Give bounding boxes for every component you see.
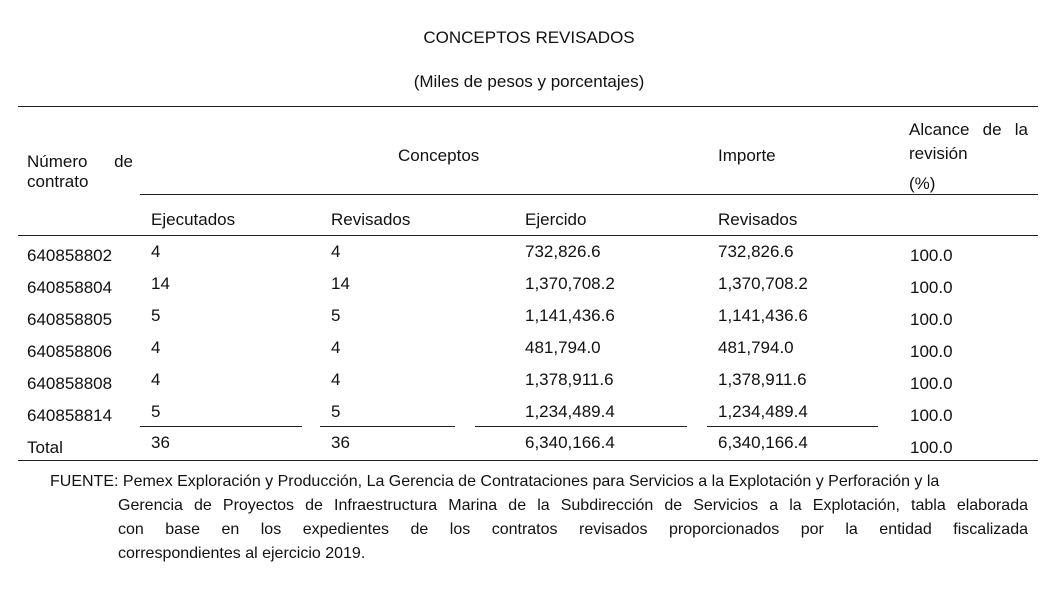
table-row-4-importe: 481,794.0 (718, 338, 794, 357)
header-contrato-word: contrato (27, 172, 89, 191)
fuente-line-3: con base en los expedientes de los contratos revisados proporcionados por la entidad fiscalizada (118, 521, 1028, 538)
subtotal-rule-ejercido (475, 426, 687, 427)
table-row-6-ejecutados: 5 (151, 402, 161, 421)
table-row-1-ejecutados: 4 (151, 242, 161, 261)
total-ejercido: 6,340,166.4 (525, 433, 615, 452)
subtotal-rule-importe (707, 426, 878, 427)
table-row-5-alcance: 100.0 (910, 374, 953, 393)
subtotal-rule-revisados (320, 426, 455, 427)
header-numero-word: Número (27, 152, 88, 171)
fuente-line-2: Gerencia de Proyectos de Infraestructura Marina de la Subdirección de Servicios a la Explotación, tabla elaborada (118, 497, 1028, 514)
total-ejecutados: 36 (151, 433, 170, 452)
header-conceptos: Conceptos (398, 146, 480, 165)
total-alcance: 100.0 (910, 438, 953, 457)
fuente-line-4: correspondientes al ejercicio 2019. (118, 545, 366, 562)
header-alcance-revision: revisión (909, 144, 968, 163)
table-row-6-contrato: 640858814 (27, 406, 113, 425)
table-row-2-alcance: 100.0 (910, 278, 953, 297)
table-row-3-ejecutados: 5 (151, 306, 161, 325)
total-revisados: 36 (331, 433, 350, 452)
subheader-rule (140, 194, 1038, 195)
table-row-4-revisados: 4 (331, 338, 341, 357)
table-row-1-alcance: 100.0 (910, 246, 953, 265)
header-ejecutados: Ejecutados (151, 210, 236, 229)
header-alcance (909, 118, 1028, 196)
header-importe-revisados: Revisados (718, 210, 798, 229)
table-row-2-importe: 1,370,708.2 (718, 274, 808, 293)
table-row-5-ejercido: 1,378,911.6 (525, 370, 614, 389)
top-rule (18, 106, 1038, 107)
fuente-line-1: FUENTE: Pemex Exploración y Producción, La Gerencia de Contrataciones para Servicios a la Explotación y Perforación y la (50, 473, 940, 490)
header-alcance-word: Alcance (909, 120, 970, 139)
table-row-2-ejercido: 1,370,708.2 (525, 274, 615, 293)
table-row-6-ejercido: 1,234,489.4 (525, 402, 615, 421)
table-row-1-contrato: 640858802 (27, 246, 113, 265)
subtotal-rule-ejecutados (140, 426, 302, 427)
table-title: CONCEPTOS REVISADOS (423, 28, 635, 47)
table-row-4-ejercido: 481,794.0 (525, 338, 601, 357)
table-row-3-ejercido: 1,141,436.6 (525, 306, 615, 325)
table-row-5-revisados: 4 (331, 370, 341, 389)
table-row-3-importe: 1,141,436.6 (718, 306, 808, 325)
total-label: Total (27, 438, 63, 457)
table-row-3-alcance: 100.0 (910, 310, 953, 329)
table-row-4-ejecutados: 4 (151, 338, 161, 357)
total-importe: 6,340,166.4 (718, 433, 808, 452)
table-row-3-revisados: 5 (331, 306, 341, 325)
header-alcance-percent: (%) (909, 174, 936, 193)
table-row-1-ejercido: 732,826.6 (525, 242, 601, 261)
header-alcance-de: de (982, 120, 1002, 139)
header-revisados: Revisados (331, 210, 411, 229)
table-row-5-importe: 1,378,911.6 (718, 370, 807, 389)
table-subtitle: (Miles de pesos y porcentajes) (413, 72, 645, 91)
header-bottom-rule (18, 235, 1038, 236)
table-row-2-revisados: 14 (331, 274, 350, 293)
table-row-6-revisados: 5 (331, 402, 341, 421)
table-row-6-alcance: 100.0 (910, 406, 953, 425)
header-numero (27, 152, 133, 192)
table-row-6-importe: 1,234,489.4 (718, 402, 808, 421)
header-ejercido: Ejercido (525, 210, 587, 229)
table-row-5-ejecutados: 4 (151, 370, 161, 389)
fuente-note (50, 470, 1028, 566)
bottom-rule (18, 460, 1038, 461)
header-alcance-la: la (1014, 120, 1028, 139)
header-importe: Importe (718, 146, 776, 165)
table-row-1-revisados: 4 (331, 242, 341, 261)
table-row-3-contrato: 640858805 (27, 310, 113, 329)
table-row-5-contrato: 640858808 (27, 374, 113, 393)
table-row-2-contrato: 640858804 (27, 278, 113, 297)
table-row-1-importe: 732,826.6 (718, 242, 794, 261)
header-numero-de: de (114, 152, 133, 171)
table-row-2-ejecutados: 14 (151, 274, 170, 293)
table-row-4-contrato: 640858806 (27, 342, 113, 361)
table-row-4-alcance: 100.0 (910, 342, 953, 361)
